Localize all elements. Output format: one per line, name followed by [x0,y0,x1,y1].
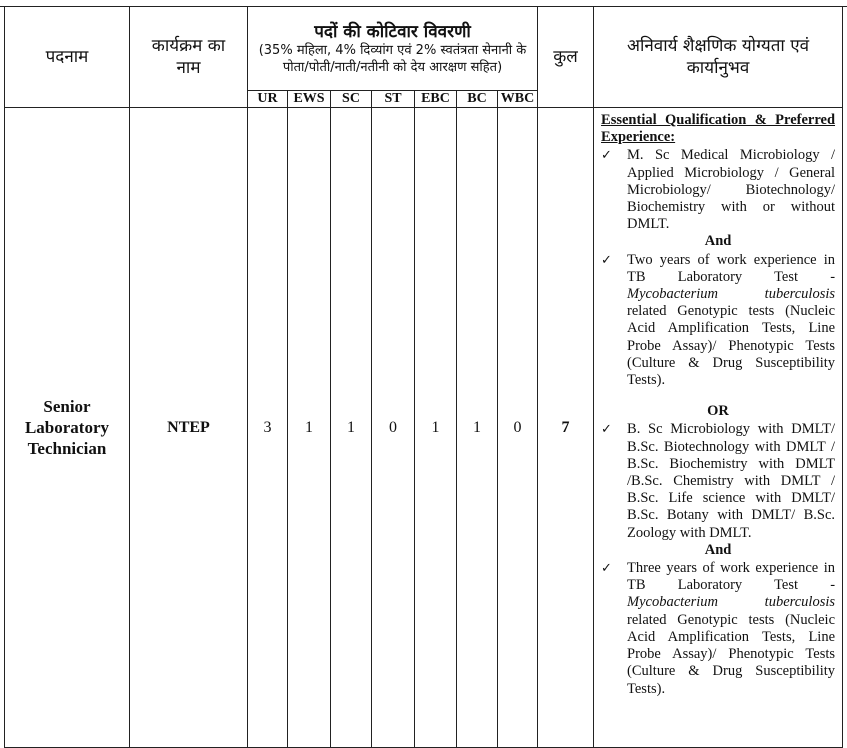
category-wbc: WBC [498,91,538,108]
category-ews: EWS [288,91,331,108]
program-cell: NTEP [130,108,248,748]
category-ebc: EBC [415,91,457,108]
and-label: And [704,541,732,558]
category-bc: BC [457,91,498,108]
category-ur: UR [248,91,288,108]
list-item [601,421,835,541]
post-name-cell: Senior Laboratory Technician [5,108,130,748]
recruitment-table [4,6,843,748]
distribution-note: (35% महिला, 4% दिव्यांग एवं 2% स्वतंत्रता सेनानी के पोता/पोती/नाती/नतीनी को देय आरक्षण सहित) [258,42,527,75]
qualification-item-1: M. Sc Medical Microbiology / Applied Microbiology / General Microbiology/ Biotechnology/ Biochemistry with or without DMLT. [627,147,836,233]
qualification-item-4 [627,560,835,698]
item-4-text-rest: related Genotypic tests (Nucleic Acid Amplification Tests, Line Probe Assay)/ Phenotypic Tests (Culture & Drug Susceptibility Tests). [627,611,836,697]
distribution-header [248,7,538,91]
check-icon: ✓ [601,252,612,268]
qualification-heading: Essential Qualification & Preferred Experience: [601,112,836,146]
count-sc: 1 [331,108,372,748]
total-cell: 7 [538,108,594,748]
item-4-organism: Mycobacterium tuberculosis [627,594,836,611]
count-wbc: 0 [498,108,538,748]
check-icon: ✓ [601,561,612,577]
item-2-organism: Mycobacterium tuberculosis [627,286,836,303]
qualification-item-2 [627,252,835,390]
post-name-header: पदनाम [5,7,130,108]
category-sc: SC [331,91,372,108]
qualification-header: अनिवार्य शैक्षणिक योग्यता एवं कार्यानुभव [594,7,843,108]
count-st: 0 [372,108,415,748]
or-label: OR [707,403,729,420]
count-ebc: 1 [415,108,457,748]
check-icon: ✓ [601,148,612,164]
list-item [601,252,835,390]
table-row [5,108,843,748]
count-bc: 1 [457,108,498,748]
distribution-title: पदों की कोटिवार विवरणी [314,21,471,42]
total-header: कुल [538,7,594,108]
list-item [601,147,835,233]
count-ews: 1 [288,108,331,748]
qualification-cell [594,108,843,748]
item-2-text-rest: related Genotypic tests (Nucleic Acid Amplification Tests, Line Probe Assay)/ Phenotypic Tests (Culture & Drug Susceptibility Tests). [627,303,836,389]
qualification-item-3: B. Sc Microbiology with DMLT/ B.Sc. Biotechnology with DMLT / B.Sc. Biochemistry with DMLT /B.Sc. Chemistry with DMLT / B.Sc. Life science with DMLT/ B.Sc. Botany with DMLT/ B.Sc. Zoology with DMLT. [627,421,836,541]
item-4-text: Three years of work experience in TB Laboratory Test - [627,560,836,594]
header-row [5,7,843,91]
check-icon: ✓ [601,422,612,438]
item-2-text: Two years of work experience in TB Laboratory Test - [627,251,836,285]
count-ur: 3 [248,108,288,748]
program-name-header: कार्यक्रम का नाम [130,7,248,108]
and-label: And [704,233,732,250]
category-st: ST [372,91,415,108]
list-item [601,560,835,698]
